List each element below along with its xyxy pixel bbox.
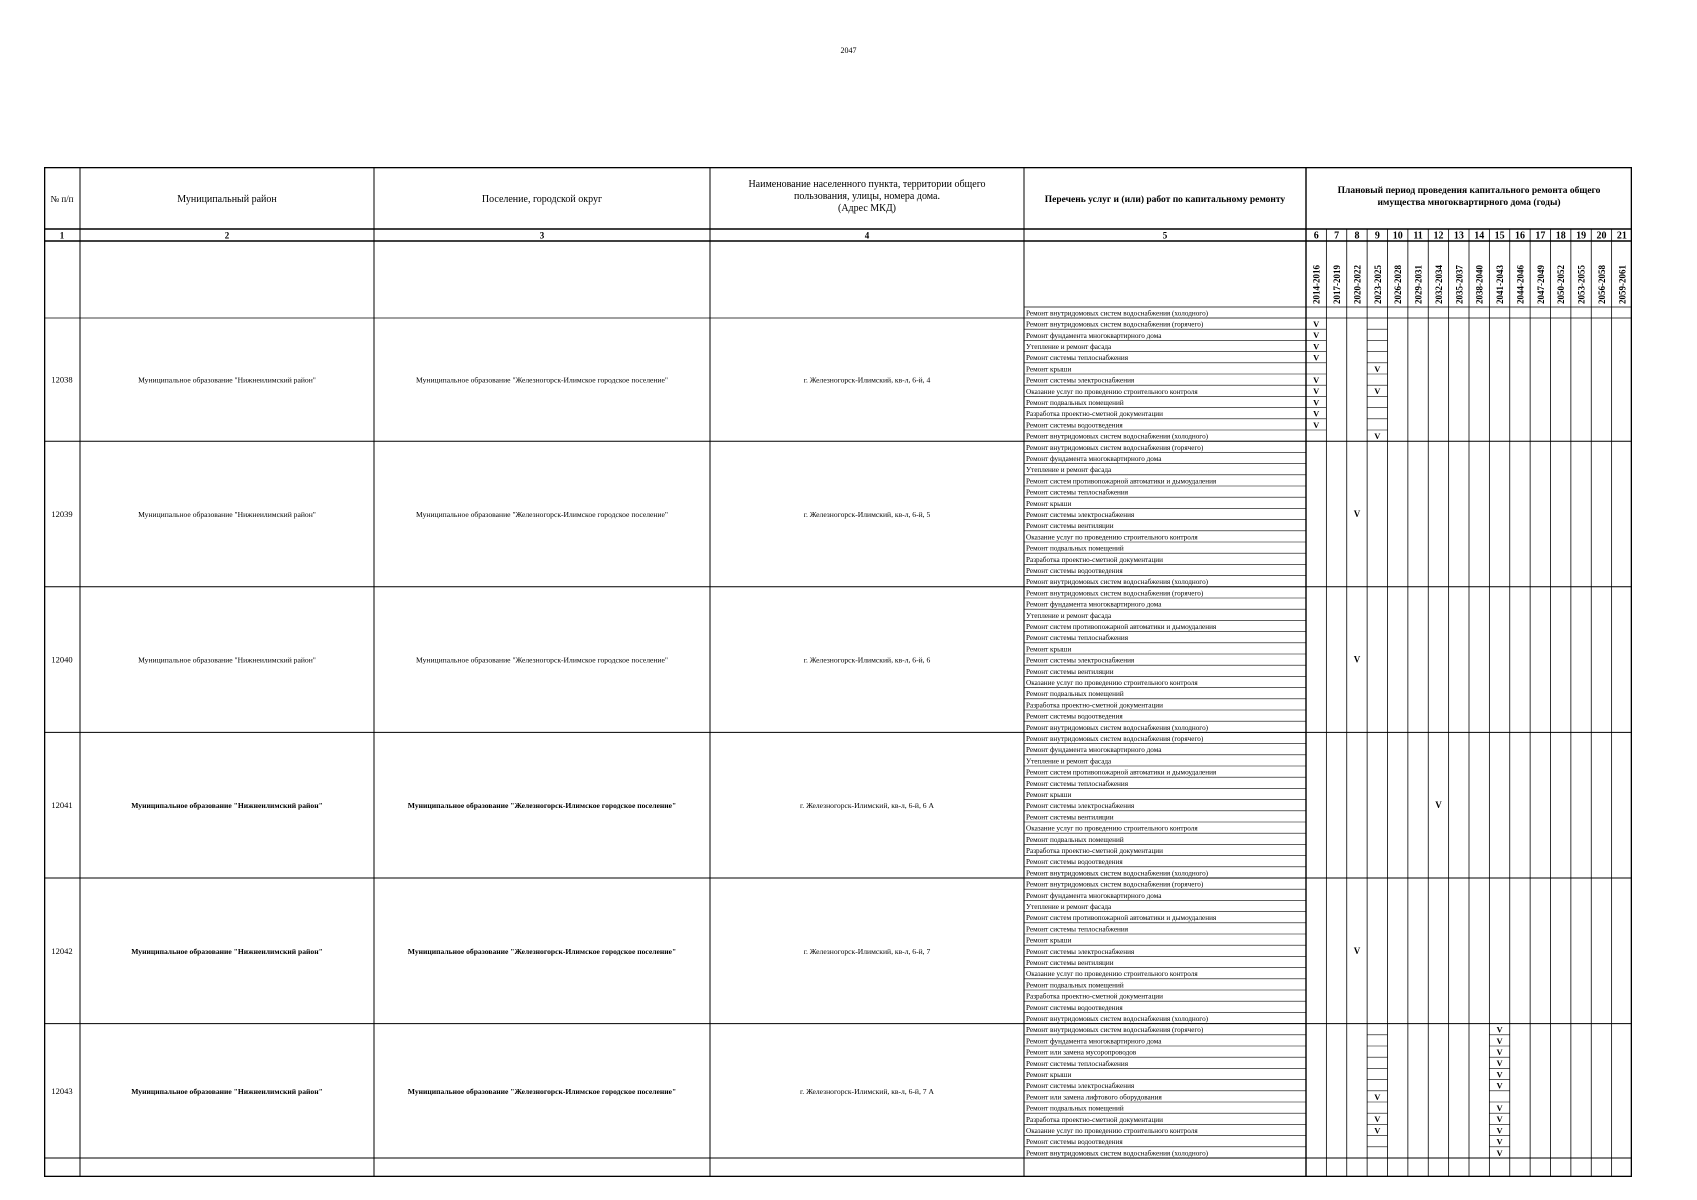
work-item-label: Ремонт внутридомовых систем водоснабжения (горячего) [1026,320,1204,329]
schedule-mark: V [1374,431,1381,441]
period-years-label: 2041-2043 [1495,265,1506,304]
schedule-mark: V [1496,1069,1503,1080]
header-serial: № п/п [50,194,74,204]
period-years-label: 2023-2025 [1372,265,1383,304]
building-address: г. Железногорск-Илимский, кв-л, 6-й, 6 [803,655,931,665]
header-address: Наименование населенного пункта, территории общего [748,179,986,190]
period-column-number: 6 [1313,230,1319,242]
period-column-number: 10 [1392,230,1403,242]
building-id: 12042 [51,945,73,956]
work-item-label: Ремонт фундамента многоквартирного дома [1026,746,1162,755]
work-item-label: Утепление и ремонт фасада [1026,343,1112,351]
work-item-label: Ремонт системы водоотведения [1026,858,1123,867]
period-column-number: 18 [1555,230,1566,242]
work-item-label: Ремонт внутридомовых систем водоснабжения (холодного) [1026,432,1209,441]
schedule-mark: V [1496,1035,1503,1046]
work-item-label: Ремонт внутридомовых систем водоснабжения (горячего) [1026,880,1204,889]
work-item-label: Ремонт системы теплоснабжения [1026,1059,1129,1068]
capital-repair-table [44,167,1632,1177]
header-address: (Адрес МКД) [838,203,896,214]
work-item-label: Ремонт крыши [1026,645,1072,654]
column-number: 1 [59,230,65,241]
period-years-label: 2047-2049 [1535,265,1546,304]
work-item-label: Ремонт крыши [1026,1071,1072,1079]
work-item-label: Оказание услуг по проведению строительного контроля [1026,1127,1198,1135]
work-item-label: Разработка проектно-сметной документации [1026,1115,1163,1124]
schedule-mark: V [1374,363,1381,374]
work-item-label: Оказание услуг по проведению строительного контроля [1026,679,1198,687]
period-years-label: 2059-2061 [1617,265,1628,304]
district-name: Муниципальное образование "Нижнеилимский район" [131,801,323,811]
schedule-mark: V [1496,1136,1503,1147]
period-years-label: 2014-2016 [1311,265,1322,304]
schedule-mark: V [1313,375,1320,385]
period-years-label: 2029-2031 [1413,265,1424,304]
period-years-label: 2020-2022 [1352,265,1363,304]
work-item-label: Ремонт внутридомовых систем водоснабжения (холодного) [1026,1149,1209,1158]
work-item-label: Ремонт системы вентиляции [1026,522,1114,531]
work-item-label: Ремонт крыши [1026,791,1072,799]
district-name: Муниципальное образование "Нижнеилимский район" [131,1086,323,1096]
work-item-label: Ремонт системы водоотведения [1026,567,1123,575]
period-column-number: 15 [1494,230,1505,242]
period-column-number: 19 [1576,230,1587,242]
schedule-mark: V [1496,1114,1503,1125]
schedule-mark: V [1496,1147,1503,1158]
work-item-label: Ремонт внутридомовых систем водоснабжения (холодного) [1026,723,1209,732]
schedule-mark: V [1496,1047,1503,1057]
column-number: 5 [1162,230,1168,241]
schedule-mark: V [1374,1125,1381,1136]
work-item-label: Разработка проектно-сметной документации [1026,701,1163,710]
building-address: г. Железногорск-Илимский, кв-л, 6-й, 7 А [800,1086,934,1096]
work-item-label: Ремонт внутридомовых систем водоснабжения (горячего) [1026,589,1204,598]
work-item-label: Ремонт систем противопожарной автоматики и дымоудаления [1026,768,1217,777]
district-name: Муниципальное образование "Нижнеилимский район" [131,946,323,956]
schedule-mark: V [1313,386,1320,397]
schedule-mark: V [1496,1058,1503,1069]
work-item-label: Ремонт системы водоотведения [1026,1003,1123,1012]
settlement-name: Муниципальное образование "Железногорск-Илимское городское поселение" [407,946,677,956]
schedule-mark: V [1353,945,1361,956]
work-item-label: Утепление и ремонт фасада [1026,903,1112,911]
work-item-label: Ремонт системы водоотведения [1026,1138,1123,1147]
work-item-label: Ремонт системы водоотведения [1026,712,1123,721]
header-settlement: Поселение, городской округ [481,194,603,205]
work-item-label: Ремонт подвальных помещений [1026,690,1124,699]
period-column-number: 14 [1474,230,1485,242]
district-name: Муниципальное образование "Нижнеилимский район" [138,375,316,385]
schedule-mark: V [1313,330,1320,341]
building-address: г. Железногорск-Илимский, кв-л, 6-й, 7 [803,946,931,956]
work-item-label: Ремонт системы теплоснабжения [1026,634,1129,643]
work-item-label: Ремонт фундамента многоквартирного дома [1026,1037,1162,1046]
work-item-label: Ремонт внутридомовых систем водоснабжения (холодного) [1026,869,1209,878]
period-column-number: 21 [1616,230,1627,242]
period-column-number: 9 [1374,230,1380,242]
schedule-mark: V [1496,1024,1503,1035]
work-item-label: Ремонт системы теплоснабжения [1026,488,1129,497]
period-years-label: 2026-2028 [1393,265,1404,304]
work-item-label: Оказание услуг по проведению строительного контроля [1026,824,1198,833]
work-item-label: Ремонт крыши [1026,499,1072,508]
period-column-number: 20 [1596,230,1607,242]
work-item-label: Ремонт внутридомовых систем водоснабжения (холодного) [1026,309,1209,318]
building-id: 12043 [51,1085,73,1096]
table-border [45,168,1632,1177]
schedule-mark: V [1374,1091,1381,1102]
work-item-label: Ремонт систем противопожарной автоматики и дымоудаления [1026,623,1217,631]
schedule-mark: V [1353,654,1361,665]
work-item-label: Ремонт внутридомовых систем водоснабжения (горячего) [1026,735,1204,743]
work-item-label: Ремонт внутридомовых систем водоснабжения (горячего) [1026,1026,1204,1035]
work-item-label: Ремонт системы электроснабжения [1026,656,1135,665]
table-grid [44,167,1632,1177]
work-item-label: Ремонт подвальных помещений [1026,1104,1124,1113]
settlement-name: Муниципальное образование "Железногорск-Илимское городское поселение" [416,375,668,385]
period-column-number: 12 [1433,230,1444,242]
schedule-mark: V [1374,1114,1381,1125]
period-years-label: 2044-2046 [1515,265,1526,304]
period-years-label: 2017-2019 [1332,265,1343,304]
header-period: имущества многоквартирного дома (годы) [1377,198,1561,208]
work-item-label: Ремонт крыши [1026,365,1072,374]
schedule-mark: V [1496,1103,1503,1113]
work-item-label: Ремонт фундамента многоквартирного дома [1026,455,1162,463]
period-column-number: 7 [1334,230,1340,242]
header-works: Перечень услуг и (или) работ по капитальному ремонту [1044,195,1286,205]
work-item-label: Утепление и ремонт фасада [1026,611,1112,620]
period-years-label: 2053-2055 [1576,265,1587,304]
schedule-mark: V [1313,408,1320,419]
settlement-name: Муниципальное образование "Железногорск-Илимское городское поселение" [407,801,677,811]
work-item-label: Ремонт подвальных помещений [1026,981,1124,990]
work-item-label: Оказание услуг по проведению строительного контроля [1026,387,1198,396]
period-column-number: 13 [1453,230,1464,242]
settlement-name: Муниципальное образование "Железногорск-Илимское городское поселение" [416,510,668,519]
period-years-label: 2035-2037 [1454,265,1465,304]
work-item-label: Ремонт системы электроснабжения [1026,1082,1135,1091]
column-number: 4 [864,230,870,241]
work-item-label: Ремонт системы водоотведения [1026,421,1123,430]
work-item-label: Ремонт внутридомовых систем водоснабжения (горячего) [1026,443,1204,452]
work-item-label: Ремонт внутридомовых систем водоснабжения (холодного) [1026,578,1209,587]
building-id: 12040 [51,654,73,665]
work-item-label: Утепление и ремонт фасада [1026,466,1112,475]
work-item-label: Разработка проектно-сметной документации [1026,410,1163,419]
work-item-label: Ремонт системы вентиляции [1026,813,1114,822]
schedule-mark: V [1435,800,1442,811]
work-item-label: Ремонт подвальных помещений [1026,399,1124,407]
schedule-mark: V [1313,319,1320,329]
schedule-mark: V [1353,509,1361,519]
work-item-label: Оказание услуг по проведению строительного контроля [1026,533,1198,542]
work-item-label: Утепление и ремонт фасада [1026,757,1112,766]
work-item-label: Ремонт подвальных помещений [1026,835,1124,844]
schedule-mark: V [1374,386,1381,397]
building-id: 12041 [51,800,73,811]
work-item-label: Ремонт системы электроснабжения [1026,947,1135,956]
work-item-label: Ремонт фундамента многоквартирного дома [1026,891,1162,900]
schedule-mark: V [1313,341,1320,352]
building-address: г. Железногорск-Илимский, кв-л, 6-й, 5 [803,510,931,519]
schedule-mark: V [1313,352,1320,363]
work-item-label: Ремонт систем противопожарной автоматики и дымоудаления [1026,477,1217,486]
work-item-label: Ремонт подвальных помещений [1026,544,1124,553]
column-number: 3 [539,230,545,241]
schedule-mark: V [1496,1080,1503,1091]
work-item-label: Ремонт системы электроснабжения [1026,511,1135,519]
work-item-label: Ремонт системы электроснабжения [1026,376,1135,385]
work-item-label: Оказание услуг по проведению строительного контроля [1026,970,1198,979]
settlement-name: Муниципальное образование "Железногорск-Илимское городское поселение" [416,655,668,665]
work-item-label: Разработка проектно-сметной документации [1026,847,1163,855]
work-item-label: Ремонт или замена мусоропроводов [1026,1048,1137,1057]
schedule-mark: V [1313,397,1320,408]
work-item-label: Ремонт систем противопожарной автоматики и дымоудаления [1026,914,1217,923]
page-number: 2047 [840,46,857,55]
work-item-label: Ремонт фундамента многоквартирного дома [1026,331,1162,340]
building-id: 12039 [51,509,73,519]
period-years-label: 2038-2040 [1474,265,1485,304]
schedule-mark: V [1496,1125,1503,1136]
settlement-name: Муниципальное образование "Железногорск-Илимское городское поселение" [407,1086,677,1096]
schedule-mark: V [1313,419,1320,430]
building-address: г. Железногорск-Илимский, кв-л, 6-й, 6 А [800,801,934,811]
period-years-label: 2056-2058 [1596,265,1607,304]
work-item-label: Ремонт системы теплоснабжения [1026,354,1129,363]
work-item-label: Разработка проектно-сметной документации [1026,992,1163,1001]
work-item-label: Ремонт или замена лифтового оборудования [1026,1093,1162,1102]
header-address: пользования, улицы, номера дома. [794,191,940,202]
period-column-number: 11 [1413,230,1423,242]
period-column-number: 16 [1514,230,1525,242]
period-years-label: 2050-2052 [1556,265,1567,304]
period-column-number: 8 [1354,230,1360,242]
work-item-label: Ремонт внутридомовых систем водоснабжения (холодного) [1026,1015,1209,1023]
district-name: Муниципальное образование "Нижнеилимский район" [138,655,316,665]
work-item-label: Ремонт системы вентиляции [1026,667,1114,676]
work-item-label: Ремонт крыши [1026,936,1072,945]
period-years-label: 2032-2034 [1433,265,1444,304]
work-item-label: Ремонт системы электроснабжения [1026,802,1135,811]
work-item-label: Ремонт системы теплоснабжения [1026,779,1129,788]
work-item-label: Ремонт системы вентиляции [1026,959,1114,967]
header-period: Плановый период проведения капитального ремонта общего [1337,186,1601,196]
district-name: Муниципальное образование "Нижнеилимский район" [138,510,316,519]
period-column-number: 17 [1535,230,1546,242]
building-id: 12038 [51,374,73,385]
work-item-label: Ремонт системы теплоснабжения [1026,925,1129,934]
work-item-label: Разработка проектно-сметной документации [1026,555,1163,564]
work-item-label: Ремонт фундамента многоквартирного дома [1026,600,1162,609]
column-number: 2 [224,230,230,241]
header-district: Муниципальный район [177,194,277,205]
building-address: г. Железногорск-Илимский, кв-л, 6-й, 4 [803,375,931,385]
